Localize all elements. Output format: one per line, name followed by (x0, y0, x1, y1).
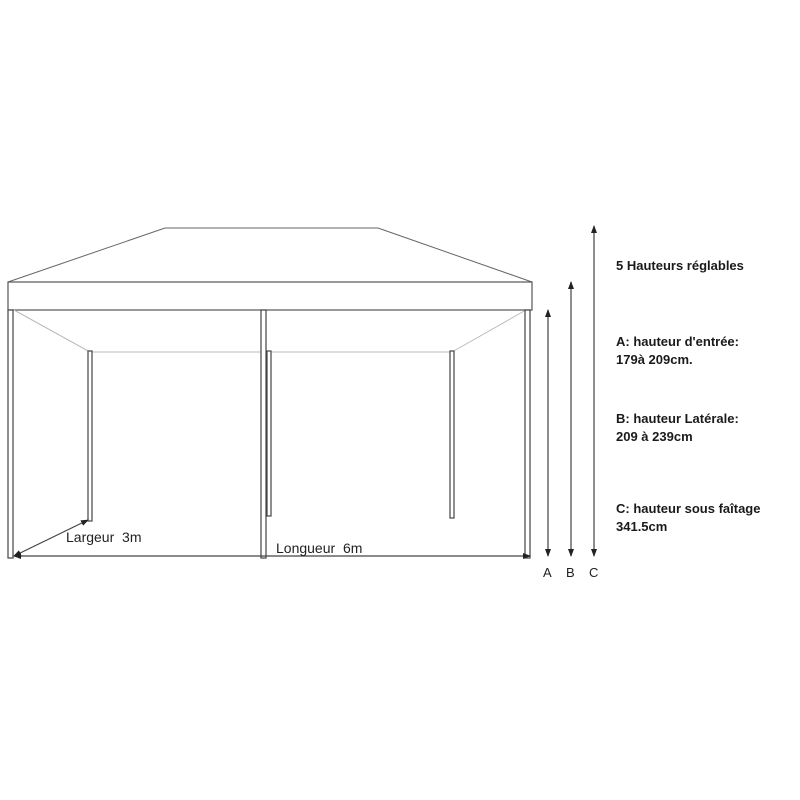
tent-valance (8, 282, 532, 310)
front-middle-leg (261, 310, 266, 558)
spec-b-label: B: hauteur Latérale: (616, 411, 739, 426)
tent-inner-frame (14, 310, 526, 352)
spec-c (616, 500, 760, 536)
back-middle-leg (267, 351, 271, 516)
marker-b: B (566, 565, 575, 580)
marker-a: A (543, 565, 552, 580)
spec-c-label: C: hauteur sous faîtage (616, 501, 761, 516)
back-right-leg (450, 351, 454, 518)
front-left-leg (8, 310, 13, 558)
specs-title-text: 5 Hauteurs réglables (616, 258, 744, 273)
front-right-leg (525, 310, 530, 558)
spec-a-value: 179à 209cm. (616, 352, 693, 367)
spec-b (616, 410, 739, 446)
length-label: Longueur 6m (276, 540, 363, 556)
spec-b-value: 209 à 239cm (616, 429, 693, 444)
tent-roof (8, 228, 532, 282)
back-left-leg (88, 351, 92, 521)
specs-title (616, 257, 744, 275)
spec-a (616, 333, 739, 369)
spec-a-label: A: hauteur d'entrée: (616, 334, 739, 349)
marker-c: C (589, 565, 599, 580)
width-label: Largeur 3m (66, 529, 142, 545)
spec-c-value: 341.5cm (616, 519, 668, 534)
